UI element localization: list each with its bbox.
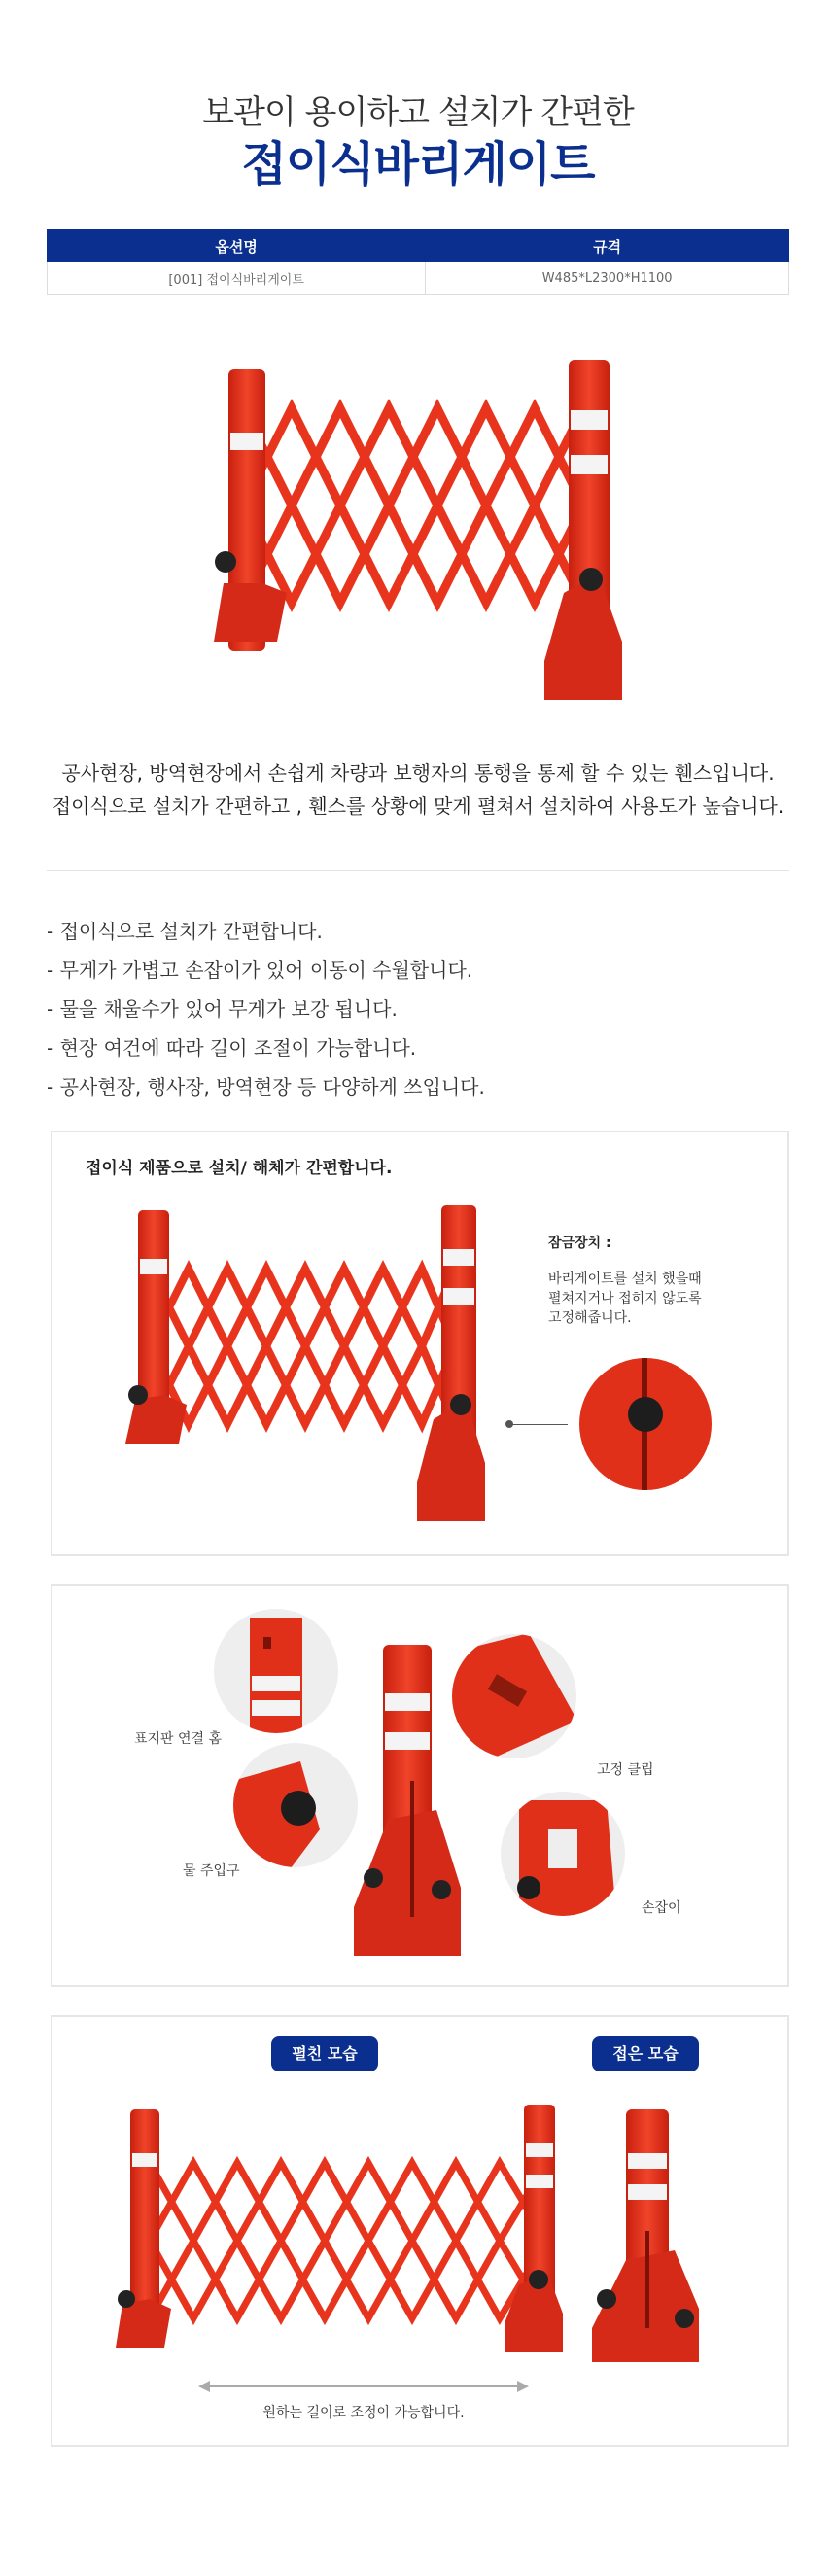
lock-desc-line-3: 고정해줍니다. bbox=[548, 1310, 632, 1326]
length-caption: 원하는 길이로 조정이 가능합니다. bbox=[262, 2405, 465, 2420]
label-water-inlet: 물 주입구 bbox=[183, 1863, 240, 1879]
badge-open-view: 펼친 모습 bbox=[271, 2036, 378, 2071]
feature-item-1: - 접이식으로 설치가 간편합니다. bbox=[47, 920, 323, 943]
sign-slot-detail-image bbox=[213, 1608, 339, 1734]
hero-barrier-lattice bbox=[243, 408, 583, 603]
callout-line bbox=[509, 1424, 568, 1425]
table-header-row bbox=[48, 230, 789, 262]
callout-dot bbox=[505, 1420, 513, 1428]
description-line-1: 공사현장, 방역현장에서 손쉽게 차량과 보행자의 통행을 통제 할 수 있는 휀스입니다. bbox=[61, 761, 775, 784]
feature-item-2: - 무게가 가볍고 손잡이가 있어 이동이 수월합니다. bbox=[47, 958, 473, 982]
feature-item-3: - 물을 채울수가 있어 무게가 보강 됩니다. bbox=[47, 997, 398, 1021]
open-barrier-image bbox=[111, 2105, 568, 2367]
table-row bbox=[48, 262, 789, 295]
table-cell-option: [001] 접이식바리게이트 bbox=[48, 262, 426, 295]
clip-detail-image bbox=[451, 1633, 577, 1759]
panel-open-folded bbox=[51, 2015, 789, 2447]
description-line-2: 접이식으로 설치가 간편하고 , 휀스를 상황에 맞게 펼쳐서 설치하여 사용도가 높습니다. bbox=[52, 794, 784, 818]
label-fixing-clip: 고정 클립 bbox=[597, 1762, 654, 1778]
lock-title: 잠금장치 : bbox=[548, 1236, 611, 1251]
label-sign-slot: 표지판 연결 홈 bbox=[134, 1731, 223, 1747]
installation-barrier-image bbox=[121, 1201, 490, 1531]
length-arrow bbox=[198, 2377, 529, 2396]
panel-installation-heading: 접이식 제품으로 설치/ 해체가 간편합니다. bbox=[86, 1159, 393, 1178]
folded-barrier-image bbox=[582, 2105, 709, 2367]
spec-table bbox=[47, 229, 789, 295]
lock-desc-line-1: 바리게이트를 설치 했을때 bbox=[548, 1271, 702, 1287]
section-divider bbox=[47, 870, 789, 871]
hero-barrier-right-post bbox=[544, 360, 622, 700]
lock-detail-image bbox=[577, 1356, 714, 1492]
table-header-spec: 규격 bbox=[426, 230, 789, 262]
hero-barrier-image bbox=[194, 350, 642, 739]
handle-detail-image bbox=[500, 1791, 626, 1917]
table-cell-spec: W485*L2300*H1100 bbox=[426, 262, 789, 295]
feature-item-5: - 공사현장, 행사장, 방역현장 등 다양하게 쓰입니다. bbox=[47, 1075, 485, 1098]
water-inlet-detail-image bbox=[232, 1742, 359, 1868]
panel-installation bbox=[51, 1131, 789, 1556]
badge-folded-view: 접은 모습 bbox=[592, 2036, 699, 2071]
table-header-option: 옵션명 bbox=[48, 230, 426, 262]
hero-barrier-left-post bbox=[214, 369, 287, 651]
lock-desc-line-2: 펼쳐지거나 접히지 않도록 bbox=[548, 1291, 702, 1306]
panel-parts bbox=[51, 1584, 789, 1987]
feature-item-4: - 현장 여건에 따라 길이 조절이 가능합니다. bbox=[47, 1036, 417, 1060]
label-handle: 손잡이 bbox=[642, 1900, 681, 1916]
page-title: 접이식바리게이트 bbox=[241, 137, 595, 191]
page-subtitle: 보관이 용이하고 설치가 간편한 bbox=[202, 93, 634, 132]
